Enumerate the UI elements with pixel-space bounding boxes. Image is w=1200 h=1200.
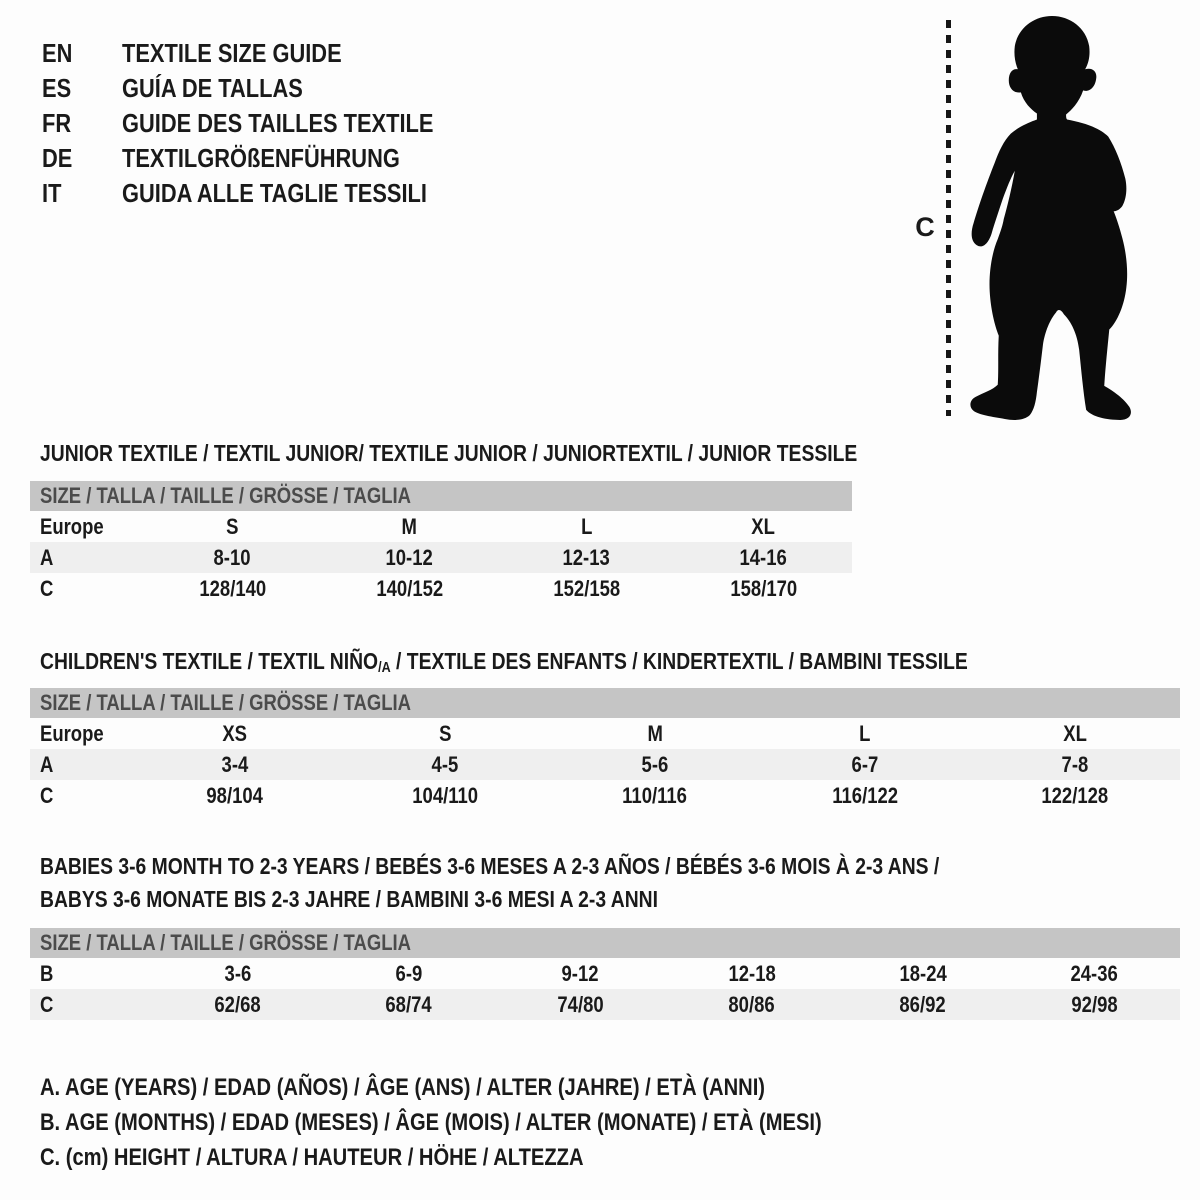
row-label-text: Europe — [40, 513, 104, 539]
table-cell — [144, 576, 321, 602]
row-label — [30, 961, 152, 987]
table-cell — [550, 783, 760, 809]
size-header-bar — [30, 928, 1180, 958]
section-title-text: BABYS 3-6 MONATE BIS 2-3 JAHRE / BAMBINI 3-6 MESI A 2-3 ANNI — [40, 886, 658, 912]
section-title — [40, 437, 1013, 470]
table-cell — [130, 721, 340, 747]
subscript-text: /A — [378, 659, 391, 676]
language-row — [42, 176, 493, 211]
table-row — [30, 989, 1180, 1020]
table-cell — [130, 783, 340, 809]
table-cell-text: 18-24 — [899, 960, 947, 986]
table-cell-text: M — [401, 513, 418, 539]
table-cell — [340, 783, 550, 809]
table-cell-text: L — [580, 513, 593, 539]
row-label — [30, 721, 130, 747]
table-cell — [760, 721, 970, 747]
section-title — [40, 645, 1145, 678]
language-code: DE — [42, 143, 73, 173]
table-cell-text: 12-18 — [728, 960, 776, 986]
table-cell-text: 10-12 — [385, 544, 434, 570]
language-guide-title: GUIDA ALLE TAGLIE TESSILI — [122, 178, 427, 208]
row-label-text: A — [40, 751, 54, 777]
table-cell-text: S — [226, 513, 239, 539]
legend-line — [40, 1105, 971, 1140]
table-cell-text: 24-36 — [1070, 960, 1118, 986]
table-cell-text: 9-12 — [561, 960, 599, 986]
table-cell — [152, 961, 323, 987]
legend-line — [40, 1140, 971, 1175]
size-table — [30, 928, 1180, 1020]
table-cell-text: 68/74 — [385, 991, 433, 1017]
section-title-line — [40, 850, 1111, 883]
legend-line — [40, 1070, 971, 1105]
table-cell-text: L — [859, 720, 871, 746]
table-cell — [550, 752, 760, 778]
table-cell — [321, 545, 498, 571]
table-cell-text: 92/98 — [1071, 991, 1118, 1017]
language-guide-title: GUÍA DE TALLAS — [122, 73, 303, 103]
row-label — [30, 752, 130, 778]
table-cell — [675, 545, 852, 571]
table-row — [30, 749, 1180, 780]
table-cell — [130, 752, 340, 778]
table-row — [30, 958, 1180, 989]
size-table — [30, 481, 852, 604]
table-cell — [760, 783, 970, 809]
size-header-bar — [30, 481, 852, 511]
table-row — [30, 780, 1180, 811]
table-cell — [970, 783, 1180, 809]
table-cell — [152, 992, 323, 1018]
table-cell-text: 152/158 — [553, 575, 620, 601]
language-guide-title: GUIDE DES TAILLES TEXTILE — [122, 108, 434, 138]
language-row — [42, 71, 493, 106]
language-row — [42, 141, 493, 176]
table-cell-text: 6-9 — [395, 960, 423, 986]
language-guide-title: TEXTILGRÖßENFÜHRUNG — [122, 143, 400, 173]
row-label-text: Europe — [40, 720, 104, 746]
legend-line-text: B. AGE (MONTHS) / EDAD (MESES) / ÂGE (MOIS) / ALTER (MONATE) / ETÀ (MESI) — [40, 1108, 822, 1136]
table-cell — [837, 992, 1008, 1018]
table-cell — [760, 752, 970, 778]
row-label — [30, 992, 152, 1018]
row-label-text: A — [40, 544, 54, 570]
table-cell — [323, 992, 494, 1018]
language-guide-title: TEXTILE SIZE GUIDE — [122, 38, 342, 68]
table-cell-text: 14-16 — [739, 544, 788, 570]
table-cell-text: 98/104 — [206, 782, 264, 808]
legend-line-text: A. AGE (YEARS) / EDAD (AÑOS) / ÂGE (ANS) / ALTER (JAHRE) / ETÀ (ANNI) — [40, 1073, 766, 1101]
section-title-text: BABIES 3-6 MONTH TO 2-3 YEARS / BEBÉS 3-6 MESES A 2-3 AÑOS / BÉBÉS 3-6 MOIS À 2-3 ANS / — [40, 853, 940, 879]
language-row — [42, 106, 493, 141]
row-label — [30, 576, 144, 602]
table-cell-text: 3-6 — [224, 960, 252, 986]
table-cell-text: XL — [751, 513, 776, 539]
table-cell — [340, 721, 550, 747]
table-cell — [1009, 961, 1180, 987]
table-cell — [144, 514, 321, 540]
table-cell — [321, 576, 498, 602]
row-label — [30, 545, 144, 571]
size-header-text: SIZE / TALLA / TAILLE / GRÖSSE / TAGLIA — [40, 483, 411, 508]
language-code: FR — [42, 108, 72, 138]
table-cell-text: 86/92 — [899, 991, 947, 1017]
section-title-text: JUNIOR TEXTILE / TEXTIL JUNIOR/ TEXTILE JUNIOR / JUNIORTEXTIL / JUNIOR TESSILE — [40, 440, 858, 466]
table-cell-text: 128/140 — [199, 575, 266, 601]
table-cell-text: 104/110 — [412, 782, 478, 808]
height-measure-dashed-line — [946, 20, 951, 416]
table-row — [30, 573, 852, 604]
row-label-text: C — [40, 991, 54, 1017]
table-cell-text: XL — [1063, 720, 1087, 746]
table-cell — [340, 752, 550, 778]
table-cell — [970, 721, 1180, 747]
table-cell — [666, 992, 837, 1018]
row-label — [30, 514, 144, 540]
table-cell — [970, 752, 1180, 778]
table-cell-text: 110/116 — [622, 782, 688, 808]
table-cell — [498, 545, 675, 571]
row-label-text: C — [40, 575, 54, 601]
table-cell-text: 7-8 — [1061, 751, 1089, 777]
size-header-text: SIZE / TALLA / TAILLE / GRÖSSE / TAGLIA — [40, 690, 411, 715]
table-cell-text: 122/128 — [1041, 782, 1109, 808]
language-row — [42, 36, 493, 71]
table-cell-text: XS — [222, 720, 248, 746]
table-cell — [675, 576, 852, 602]
table-cell-text: M — [647, 720, 663, 746]
table-cell-text: 6-7 — [851, 751, 879, 777]
table-cell-text: 140/152 — [376, 575, 443, 601]
table-cell-text: 62/68 — [214, 991, 261, 1017]
legend-line-text: C. (cm) HEIGHT / ALTURA / HAUTEUR / HÖHE / ALTEZZA — [40, 1143, 584, 1171]
section-title — [40, 850, 1111, 916]
table-cell-text: 4-5 — [431, 751, 459, 777]
row-label — [30, 783, 130, 809]
table-cell — [550, 721, 760, 747]
table-cell — [321, 514, 498, 540]
table-cell-text: 12-13 — [562, 544, 611, 570]
toddler-silhouette-icon — [966, 12, 1138, 424]
section-title-line — [40, 883, 1111, 916]
table-cell-text: 158/170 — [730, 575, 797, 601]
table-cell-text: 74/80 — [557, 991, 604, 1017]
table-cell — [498, 576, 675, 602]
table-row — [30, 511, 852, 542]
table-cell — [498, 514, 675, 540]
section-title-text: CHILDREN'S TEXTILE / TEXTIL NIÑO/A / TEXTILE DES ENFANTS / KINDERTEXTIL / BAMBINI TESSILE — [40, 648, 968, 676]
table-cell-text: 8-10 — [213, 544, 251, 570]
table-cell-text: 80/86 — [728, 991, 775, 1017]
section-title-line — [40, 437, 1013, 470]
table-row — [30, 718, 1180, 749]
row-label-text: C — [40, 782, 54, 808]
table-cell — [323, 961, 494, 987]
table-cell — [666, 961, 837, 987]
legend — [40, 1070, 971, 1175]
table-cell — [495, 961, 666, 987]
row-label-text: B — [40, 960, 54, 986]
table-cell — [675, 514, 852, 540]
language-code: EN — [42, 38, 73, 68]
size-header-text: SIZE / TALLA / TAILLE / GRÖSSE / TAGLIA — [40, 930, 411, 955]
table-cell-text: S — [438, 720, 452, 746]
height-label: C — [915, 212, 935, 242]
language-code: ES — [42, 73, 72, 103]
section-title-line — [40, 645, 1145, 678]
table-cell — [144, 545, 321, 571]
table-cell — [837, 961, 1008, 987]
table-cell — [1009, 992, 1180, 1018]
table-cell-text: 116/122 — [832, 782, 898, 808]
table-cell-text: 3-4 — [221, 751, 249, 777]
size-header-bar — [30, 688, 1180, 718]
language-code: IT — [42, 178, 62, 208]
table-cell — [495, 992, 666, 1018]
language-title-block — [42, 36, 493, 211]
size-table — [30, 688, 1180, 811]
table-cell-text: 5-6 — [641, 751, 669, 777]
table-row — [30, 542, 852, 573]
